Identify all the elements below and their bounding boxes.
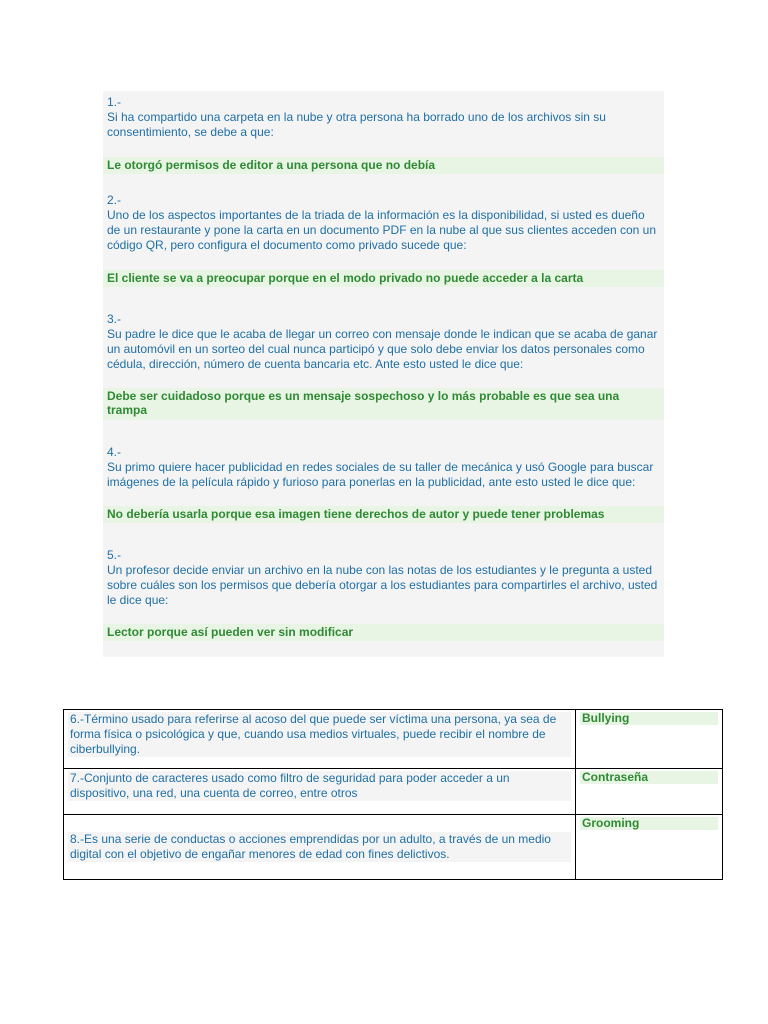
question-1 (103, 93, 664, 140)
answer-1: Le otorgó permisos de editor a una persona que no debía (103, 157, 664, 174)
definition-text: 6.-Término usado para referirse al acoso del que puede ser víctima una persona, ya sea de forma física o psicológica y que, cuando usa medios virtuales, puede recibir el nombre de ciberbullying. (68, 712, 571, 757)
table-row (64, 815, 723, 880)
question-4 (103, 443, 664, 490)
question-number: 4.- (107, 445, 122, 459)
definition-cell (64, 710, 576, 769)
question-text: Uno de los aspectos importantes de la triada de la información es la disponibilidad, si usted es dueño de un restaurante y pone la carta en un documento PDF en la nube al que sus clientes acceden con un código QR, pero configura el documento como privado sucede que: (107, 208, 660, 252)
question-answer-section (103, 91, 664, 657)
term-label: Contraseña (580, 771, 718, 784)
question-3 (103, 310, 664, 372)
definition-cell (64, 769, 576, 815)
term-label: Bullying (580, 712, 718, 725)
question-text: Su primo quiere hacer publicidad en redes sociales de su taller de mecánica y usó Google para buscar imágenes de la película rápido y furioso para ponerlas en la publicidad, ante esto usted le dice que: (107, 460, 657, 489)
answer-5: Lector porque así pueden ver sin modificar (103, 624, 664, 641)
question-number: 5.- (107, 548, 122, 562)
question-text: Si ha compartido una carpeta en la nube y otra persona ha borrado uno de los archivos sin su consentimiento, se debe a que: (107, 110, 610, 139)
term-cell (576, 769, 723, 815)
question-number: 3.- (107, 312, 122, 326)
definition-text: 7.-Conjunto de caracteres usado como filtro de seguridad para poder acceder a un dispositivo, una red, una cuenta de correo, entre otros (68, 771, 571, 801)
answer-2: El cliente se va a preocupar porque en el modo privado no puede acceder a la carta (103, 270, 664, 287)
table-row (64, 769, 723, 815)
question-5 (103, 546, 664, 608)
question-2 (103, 191, 664, 253)
term-cell (576, 815, 723, 880)
definitions-table (63, 709, 723, 880)
question-number: 2.- (107, 193, 122, 207)
term-label: Grooming (580, 817, 718, 830)
definition-cell (64, 815, 576, 880)
definition-text: 8.-Es una serie de conductas o acciones emprendidas por un adulto, a través de un medio digital con el objetivo de engañar menores de edad con fines delictivos. (68, 832, 571, 862)
question-number: 1.- (107, 95, 122, 109)
answer-4: No debería usarla porque esa imagen tiene derechos de autor y puede tener problemas (103, 506, 664, 523)
question-text: Su padre le dice que le acaba de llegar un correo con mensaje donde le indican que se acaba de ganar un automóvil en un sorteo del cual nunca participó y que solo debe enviar los datos personales como cédula, dirección, número de cuenta bancaria etc. Ante esto usted le dice que: (107, 327, 661, 371)
term-cell (576, 710, 723, 769)
question-text: Un profesor decide enviar un archivo en la nube con las notas de los estudiantes y le pregunta a usted sobre cuáles son los permisos que debería otorgar a los estudiantes para compartirles el archivo, usted le dice que: (107, 563, 661, 607)
table-row (64, 710, 723, 769)
answer-3: Debe ser cuidadoso porque es un mensaje sospechoso y lo más probable es que sea una trampa (103, 388, 664, 420)
